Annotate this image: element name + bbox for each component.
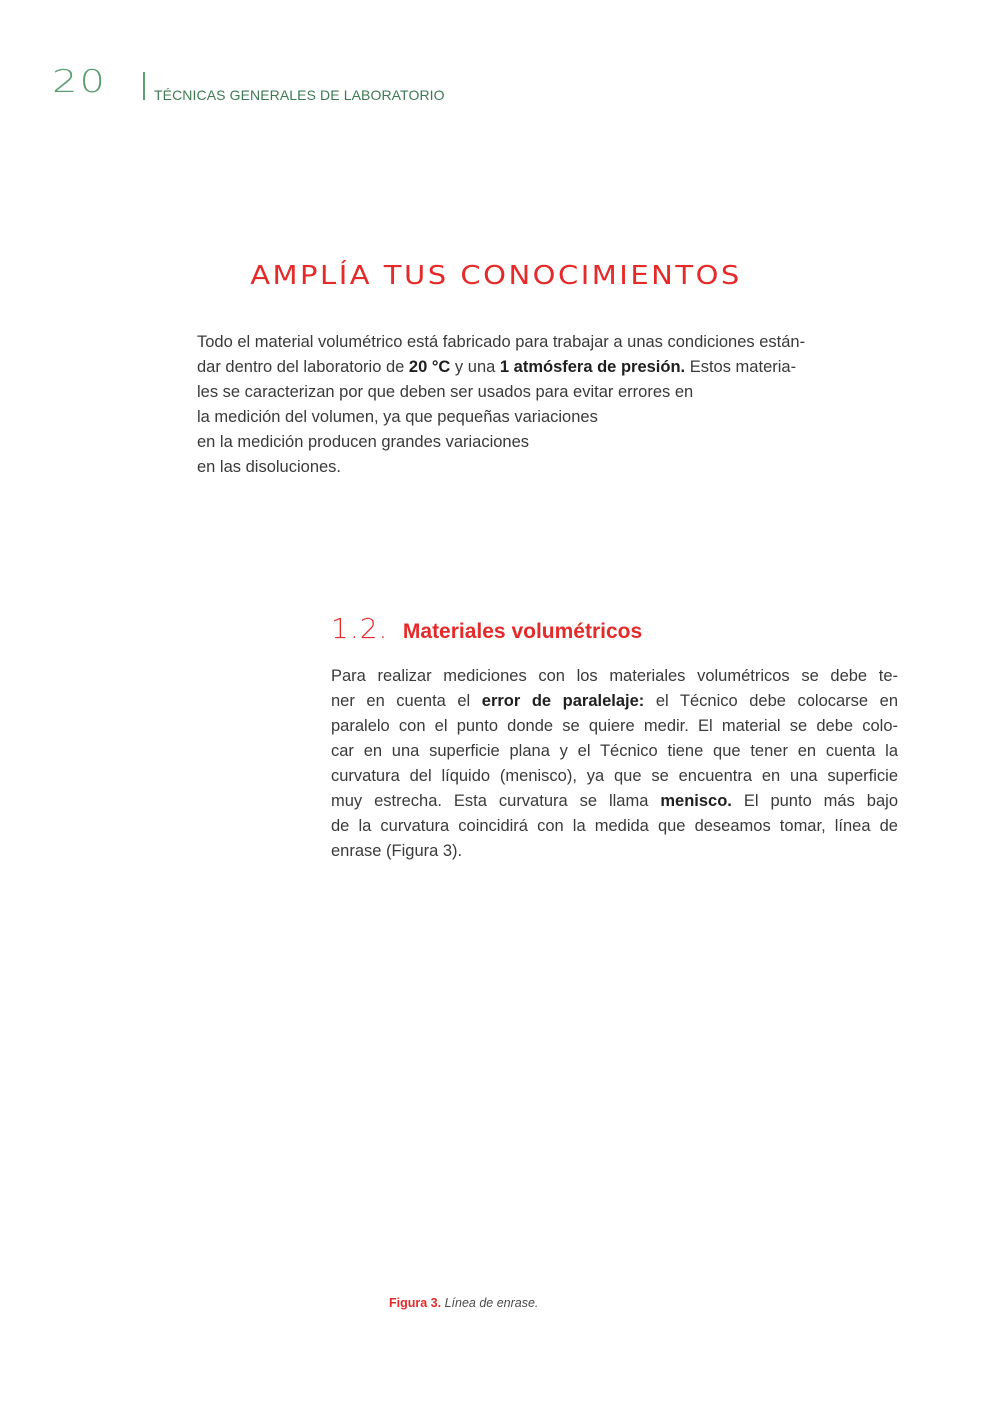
box-line: les se caracterizan por que deben ser usados para evitar errores en xyxy=(197,383,694,401)
section-title: Materiales volumétricos xyxy=(402,620,643,643)
bold-term: error de paralelaje: xyxy=(481,692,645,710)
bold-term: 20 °C xyxy=(408,358,451,376)
box-line: dar dentro del laboratorio de 20 °C y una 1 atmósfera de presión. Estos materia- xyxy=(197,358,797,376)
figure-label: Figura 3. xyxy=(389,1296,442,1310)
section-line: enrase (Figura 3). xyxy=(331,842,463,860)
section-heading xyxy=(331,612,642,645)
section-paragraph xyxy=(331,664,898,864)
box-heading: AMPLÍA TUS CONOCIMIENTOS xyxy=(250,259,742,291)
section-line: ner en cuenta el error de paralelaje: el Técnico debe colocarse en xyxy=(331,692,899,710)
box-line: Todo el material volumétrico está fabricado para trabajar a unas condiciones están- xyxy=(197,333,806,351)
bold-term: menisco. xyxy=(660,792,732,810)
figure-caption-text: Línea de enrase. xyxy=(444,1296,539,1310)
page-number: 20 xyxy=(52,64,107,100)
box-line: en las disoluciones. xyxy=(197,458,342,476)
section-line: Para realizar mediciones con los materiales volumétricos se debe te- xyxy=(331,667,898,685)
box-paragraph xyxy=(197,330,857,480)
section-line: paralelo con el punto donde se quiere medir. El material se debe colo- xyxy=(331,717,898,735)
section-line: car en una superficie plana y el Técnico tiene que tener en cuenta la xyxy=(331,742,898,760)
section-number: 1.2. xyxy=(331,612,389,645)
section-line: de la curvatura coincidirá con la medida que deseamos tomar, línea de xyxy=(331,817,898,835)
box-line: la medición del volumen, ya que pequeñas variaciones xyxy=(197,408,598,426)
box-line: en la medición producen grandes variaciones xyxy=(197,433,530,451)
figure-caption xyxy=(389,1296,538,1310)
bold-term: 1 atmósfera de presión. xyxy=(499,358,686,376)
section-line: curvatura del líquido (menisco), ya que se encuentra en una superficie xyxy=(331,767,898,785)
header-divider xyxy=(143,72,145,100)
section-line: muy estrecha. Esta curvatura se llama menisco. El punto más bajo xyxy=(331,792,898,810)
running-title: TÉCNICAS GENERALES DE LABORATORIO xyxy=(154,87,445,103)
